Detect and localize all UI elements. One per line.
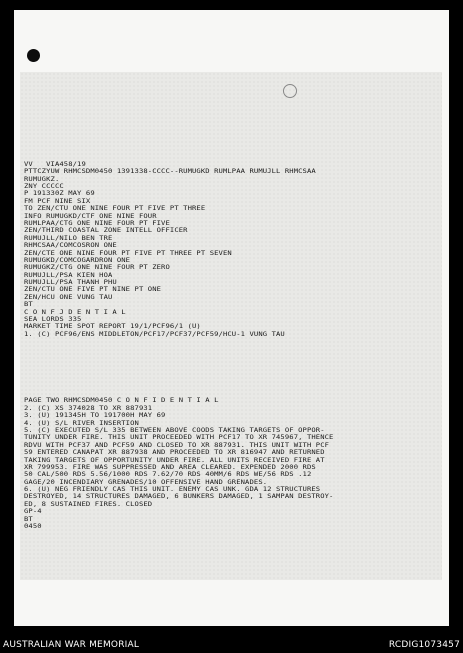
message-line: 0450 — [24, 522, 42, 531]
message-line: RUMUJLL/PSA KIEN HOA — [24, 270, 113, 279]
message-line: 59 ENTERED CANAPAT XR 887938 AND PROCEEDED TO XR 816947 AND RETURNED — [24, 448, 325, 457]
message-line: TAKING TARGETS OF OPPORTUNITY UNDER FIRE. ALL UNITS RECEIVED FIRE AT — [24, 455, 325, 464]
message-line: RUMUGKZ/CTG ONE NINE FOUR PT ZERO — [24, 263, 170, 272]
message-line: C O N F J D E N T I A L — [24, 307, 126, 316]
message-line: DESTROYED, 14 STRUCTURES DAMAGED, 6 BUNKERS DAMAGED, 1 SAMPAN DESTROY- — [24, 492, 334, 501]
message-line: ZEN/HCU ONE VUNG TAU — [24, 292, 113, 301]
message-line: RHMCSAA/COMCOSRON ONE — [24, 241, 117, 250]
message-line: INFO RUMUGKD/CTF ONE NINE FOUR — [24, 211, 157, 220]
message-line: ZEN/CTE ONE NINE FOUR PT FIVE PT THREE PT SEVEN — [24, 248, 232, 257]
message-line: RUMUJLL/NILO BEN TRE — [24, 233, 113, 242]
message-line: 4. (U) S/L RIVER INSERTION — [24, 418, 139, 427]
message-line: XR 799953. FIRE WAS SUPPRESSED AND AREA CLEARED. EXPENDED 2000 RDS — [24, 462, 316, 471]
footer-record-id: RCDIG1073457 — [388, 640, 460, 650]
footer-institution: AUSTRALIAN WAR MEMORIAL — [3, 640, 140, 650]
message-line: PAGE TWO RHMCSDM0450 C O N F I D E N T I A L — [24, 396, 219, 405]
message-line: ZEN/THIRD COASTAL ZONE INTELL OFFICER — [24, 226, 188, 235]
message-line: PTTCZYUW RHMCSDM0450 1391338-CCCC--RUMUGKD RUMLPAA RUMUJLL RHMCSAA — [24, 167, 316, 176]
message-line: SEA LORDS 335 — [24, 315, 82, 324]
message-line: 1. (C) PCF96/ENS MIDDLETON/PCF17/PCF37/PCF59/HCU-1 VUNG TAU — [24, 329, 285, 338]
message-line: RUMLPAA/CTG ONE NINE FOUR PT FIVE — [24, 218, 170, 227]
message-line: FM PCF NINE SIX — [24, 196, 91, 205]
message-line: RUMUJLL/PSA THANH PHU — [24, 278, 117, 287]
message-line: RDVU WITH PCF37 AND PCF59 AND CLOSED TO XR 887931. THIS UNIT WITH PCF — [24, 440, 330, 449]
message-line: 6. (U) NEG FRIENDLY CAS THIS UNIT. ENEMY CAS UNK. GDA 12 STRUCTURES — [24, 485, 321, 494]
message-line: RUMUGKD/COMCOGARDRON ONE — [24, 255, 131, 264]
message-line: RUMUGKZ. — [24, 174, 60, 183]
binder-ring-mark — [283, 84, 297, 98]
message-line: 50 CAL/500 RDS 5.56/1000 RDS 7.62/70 RDS 40MM/6 RDS WE/56 RDS .12 — [24, 470, 312, 479]
message-line: P 191330Z MAY 69 — [24, 189, 95, 198]
message-line: ZEN/CTU ONE FIVE PT NINE PT ONE — [24, 285, 162, 294]
message-line: VV VIA458/19 — [24, 159, 86, 168]
message-line: ZNY CCCCC — [24, 181, 64, 190]
message-line: 3. (U) 191345H TO 191700H MAY 69 — [24, 411, 166, 420]
message-line: TO ZEN/CTU ONE NINE FOUR PT FIVE PT THREE — [24, 204, 206, 213]
message-line: 2. (C) XS 374028 TO XR 887931 — [24, 403, 153, 412]
message-line: BT — [24, 514, 33, 523]
message-line: BT — [24, 300, 33, 309]
teletype-message — [24, 146, 463, 538]
message-page-one — [24, 161, 463, 338]
message-line: MARKET TIME SPOT REPORT 19/1/PCF96/1 (U) — [24, 322, 201, 331]
message-line: GAGE/20 INCENDIARY GRENADES/10 OFFENSIVE HAND GRENADES. — [24, 477, 268, 486]
message-line: ED, 8 SUSTAINED FIRES. CLOSED — [24, 499, 153, 508]
message-line: TUNITY UNDER FIRE. THIS UNIT PROCEEDED WITH PCF17 TO XR 745967, THENCE — [24, 433, 334, 442]
punch-hole — [27, 49, 40, 62]
message-page-two — [24, 397, 463, 530]
message-line: 5. (C) EXECUTED S/L 335 BETWEEN ABOVE COODS TAKING TARGETS OF OPPOR- — [24, 425, 325, 434]
message-line: GP-4 — [24, 507, 42, 516]
